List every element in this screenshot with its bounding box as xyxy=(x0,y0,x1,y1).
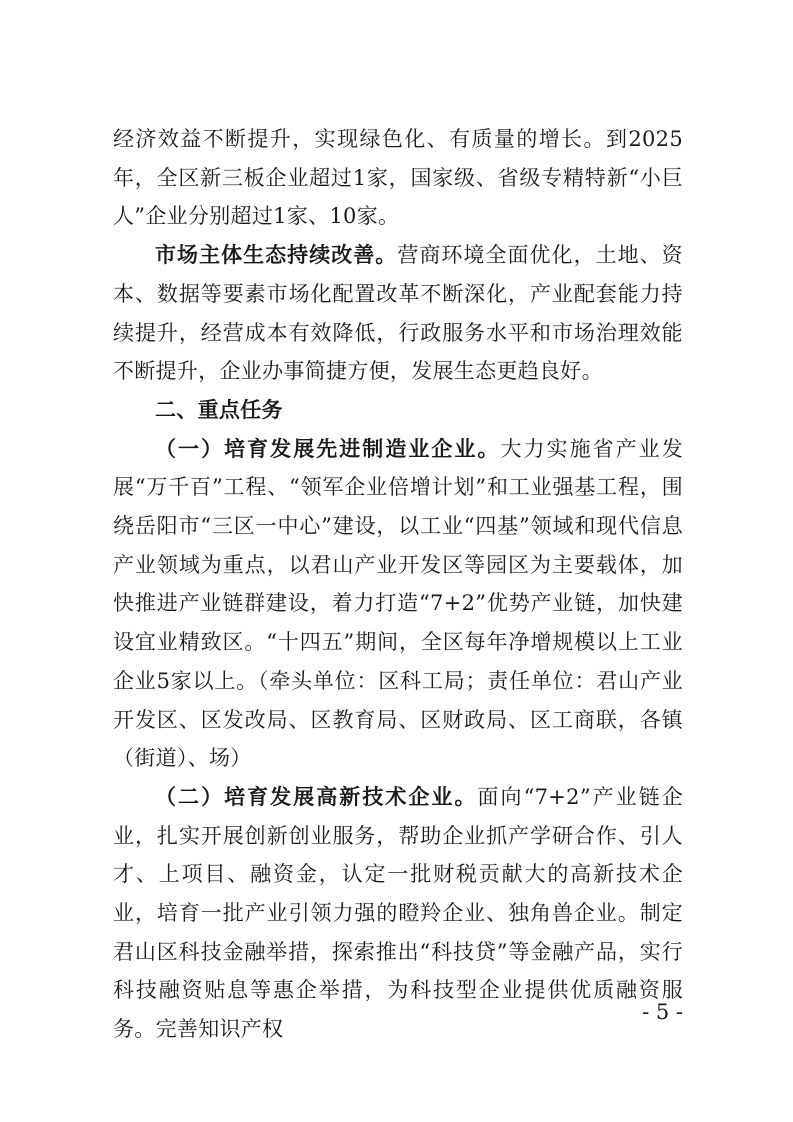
paragraph-lead: 市场主体生态持续改善。 xyxy=(155,243,398,268)
paragraph-lead: （二）培育发展高新技术企业。 xyxy=(155,784,478,809)
paragraph-lead: （一）培育发展先进制造业企业。 xyxy=(155,436,501,461)
body-text xyxy=(113,120,683,1049)
paragraph-4: （一）培育发展先进制造业企业。大力实施省产业发展“万千百”工程、“领军企业倍增计划”和工业强基工程，围绕岳阳市“三区一中心”建设，以工业“四基”领域和现代信息产业领域为重点，以君山产业开发区等园区为主要载体，加快推进产业链群建设，着力打造“7+2”优势产业链，加快建设宜业精致区。“十四五”期间，全区每年净增规模以上工业企业5家以上。（牵头单位：区科工局；责任单位：君山产业开发区、区发改局、区教育局、区财政局、区工商联，各镇（街道）、场） xyxy=(113,436,684,771)
section-heading: 二、重点任务 xyxy=(155,397,283,422)
paragraph-1: 经济效益不断提升，实现绿色化、有质量的增长。到2025年，全区新三板企业超过1家，国家级、省级专精特新“小巨人”企业分别超过1家、10家。 xyxy=(113,127,683,229)
paragraph-2: 市场主体生态持续改善。营商环境全面优化，土地、资本、数据等要素市场化配置改革不断深化，产业配套能力持续提升，经营成本有效降低，行政服务水平和市场治理效能不断提升，企业办事简捷方便，发展生态更趋良好。 xyxy=(113,243,683,384)
page-number: - 5 - xyxy=(642,1000,683,1024)
paragraph-5: （二）培育发展高新技术企业。面向“7+2”产业链企业，扎实开展创新创业服务，帮助企业抓产学研合作、引人才、上项目、融资金，认定一批财税贡献大的高新技术企业，培育一批产业引领力强的瞪羚企业、独角兽企业。制定君山区科技金融举措，探索推出“科技贷”等金融产品，实行科技融资贴息等惠企举措，为科技型企业提供优质融资服务。完善知识产权 xyxy=(113,784,683,1042)
